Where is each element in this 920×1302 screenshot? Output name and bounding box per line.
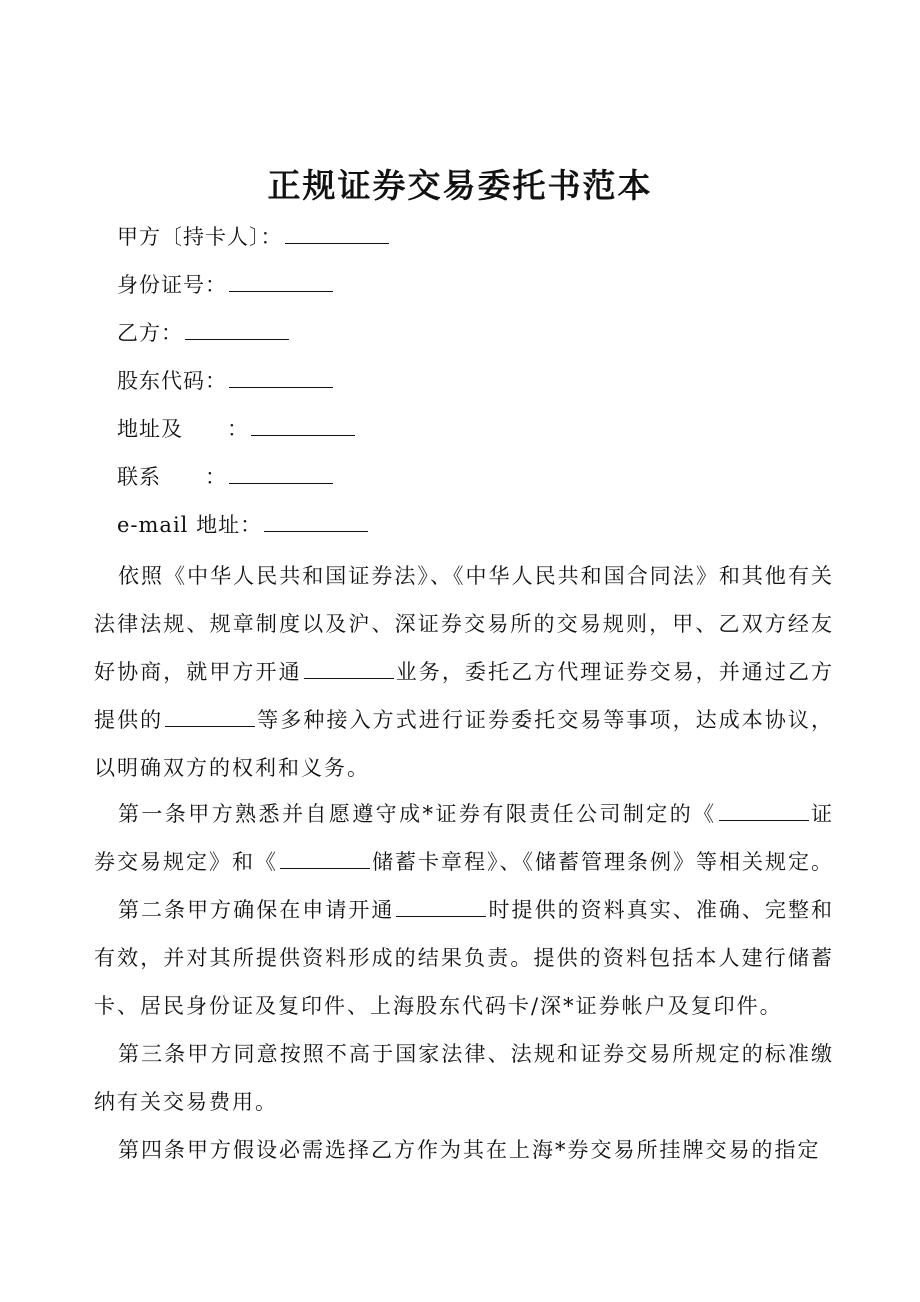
shareholder-code-blank[interactable]	[229, 367, 333, 388]
party-b-blank[interactable]	[185, 319, 289, 340]
intro-text-3: 等多种接入方式进行证券委托交易等事项，达成本协议，以明确双方的权利和义务。	[94, 708, 835, 780]
party-b-field	[117, 318, 289, 348]
email-label: e-mail 地址：	[117, 513, 263, 537]
article-1-text-2: 证券交易规定》和《	[94, 802, 835, 874]
document-title: 正规证券交易委托书范本	[267, 166, 653, 205]
article-4-paragraph	[94, 1126, 834, 1174]
contact-field	[117, 462, 333, 492]
contact-blank[interactable]	[229, 463, 333, 484]
shareholder-code-field	[117, 366, 333, 396]
article-2-text-1: 第二条甲方确保在申请开通	[118, 898, 395, 922]
article-1-text-3: 储蓄卡章程》、《储蓄管理条例》等相关规定。	[372, 850, 834, 874]
address-blank[interactable]	[251, 415, 355, 436]
article-3-text: 第三条甲方同意按照不高于国家法律、法规和证券交易所规定的标准缴纳有关交易费用。	[94, 1042, 834, 1114]
id-number-blank[interactable]	[229, 271, 333, 292]
email-field	[117, 510, 368, 540]
article-2-text-2: 时提供的资料真实、准确、完整和有效，并对其所提供资料形成的结果负责。提供的资料包括本人建行储蓄卡、居民身份证及复印件、上海股东代码卡/深*证券帐户及复印件。	[94, 898, 835, 1018]
id-number-field	[117, 270, 333, 300]
contact-label: 联系 ：	[117, 465, 227, 489]
intro-blank-1[interactable]	[304, 660, 394, 679]
party-b-label: 乙方：	[117, 321, 183, 345]
intro-text-2: 业务，委托乙方代理证券交易，并通过乙方提供的	[94, 660, 835, 732]
email-blank[interactable]	[264, 511, 368, 532]
article-4-text: 第四条甲方假设必需选择乙方作为其在上海*券交易所挂牌交易的指定	[118, 1138, 821, 1162]
intro-paragraph	[94, 552, 834, 792]
article-2-paragraph	[94, 886, 834, 1030]
article-1-paragraph	[94, 790, 834, 886]
intro-text-1: 依照《中华人民共和国证券法》、《中华人民共和国合同法》和其他有关法律法规、规章制度以及沪、深证券交易所的交易规则，甲、乙双方经友好协商，就甲方开通	[94, 564, 834, 684]
shareholder-code-label: 股东代码：	[117, 369, 227, 393]
party-a-label: 甲方〔持卡人〕：	[117, 225, 283, 249]
party-a-field	[117, 222, 389, 252]
article-1-text-1: 第一条甲方熟悉并自愿遵守成*证券有限责任公司制定的《	[118, 802, 717, 826]
address-label: 地址及 ：	[117, 417, 249, 441]
party-a-blank[interactable]	[285, 223, 389, 244]
id-number-label: 身份证号：	[117, 273, 227, 297]
article-2-blank-1[interactable]	[396, 898, 486, 917]
article-1-blank-1[interactable]	[719, 802, 809, 821]
article-3-paragraph	[94, 1030, 834, 1126]
intro-blank-2[interactable]	[165, 708, 255, 727]
address-field	[117, 414, 355, 444]
article-1-blank-2[interactable]	[280, 850, 370, 869]
